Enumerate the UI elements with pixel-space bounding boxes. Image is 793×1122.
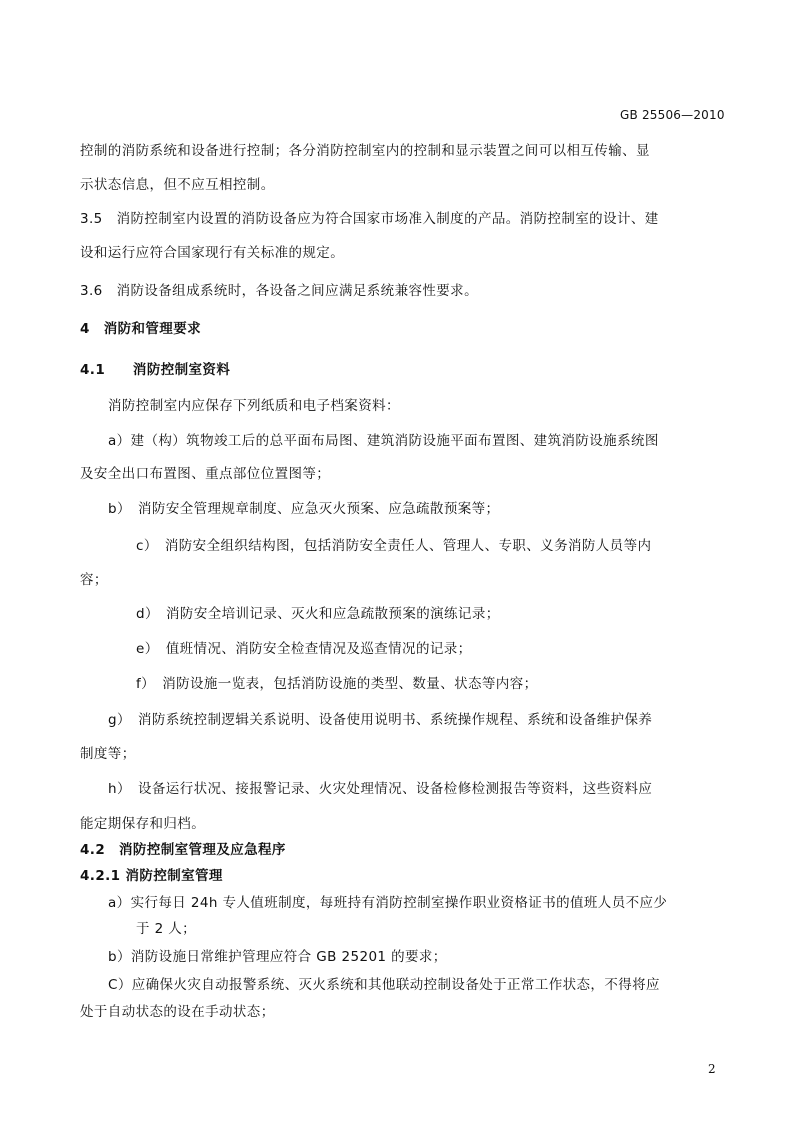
list-item-c: C）应确保火灾自动报警系统、灭火系统和其他联动控制设备处于正常工作状态，不得将应: [108, 977, 660, 993]
section-heading-4-2-1: 4.2.1 消防控制室管理: [80, 868, 223, 884]
list-item-h: h） 设备运行状况、接报警记录、火灾处理情况、设备检修检测报告等资料，这些资料应: [108, 781, 653, 797]
paragraph-line: 能定期保存和归档。: [80, 816, 206, 832]
paragraph-line: 容；: [80, 572, 108, 588]
section-heading-4-2: 4.2 消防控制室管理及应急程序: [80, 842, 286, 858]
list-item-c: c） 消防安全组织结构图，包括消防安全责任人、管理人、专职、义务消防人员等内: [136, 538, 652, 554]
paragraph-line: 消防控制室内应保存下列纸质和电子档案资料：: [108, 398, 400, 414]
clause-3-6: 3.6 消防设备组成系统时，各设备之间应满足系统兼容性要求。: [80, 283, 478, 299]
list-item-e: e） 值班情况、消防安全检查情况及巡查情况的记录；: [136, 641, 472, 657]
section-heading-4-1: 4.1 消防控制室资料: [80, 362, 231, 378]
list-item-f: f） 消防设施一览表，包括消防设施的类型、数量、状态等内容；: [136, 676, 538, 692]
standard-code: GB 25506—2010: [620, 108, 725, 122]
paragraph-line: 示状态信息，但不应互相控制。: [80, 177, 275, 193]
clause-3-5: 3.5 消防控制室内设置的消防设备应为符合国家市场准入制度的产品。消防控制室的设计、建: [80, 211, 659, 227]
list-item-d: d） 消防安全培训记录、灭火和应急疏散预案的演练记录；: [136, 606, 500, 622]
list-item-b: b）消防设施日常维护管理应符合 GB 25201 的要求；: [108, 949, 447, 965]
list-item-g: g） 消防系统控制逻辑关系说明、设备使用说明书、系统操作规程、系统和设备维护保养: [108, 712, 653, 728]
paragraph-line: 处于自动状态的设在手动状态；: [80, 1004, 275, 1020]
paragraph-line: 制度等；: [80, 746, 136, 762]
list-item-b: b） 消防安全管理规章制度、应急灭火预案、应急疏散预案等；: [108, 501, 500, 517]
list-item-a: a）建（构）筑物竣工后的总平面布局图、建筑消防设施平面布置图、建筑消防设施系统图: [108, 433, 659, 449]
list-item-a: a）实行每日 24h 专人值班制度，每班持有消防控制室操作职业资格证书的值班人员不应少: [108, 895, 668, 911]
page-number: 2: [708, 1062, 717, 1076]
paragraph-line: 于 2 人；: [136, 921, 197, 937]
paragraph-line: 设和运行应符合国家现行有关标准的规定。: [80, 245, 345, 261]
paragraph-line: 及安全出口布置图、重点部位位置图等；: [80, 466, 331, 482]
paragraph-line: 控制的消防系统和设备进行控制；各分消防控制室内的控制和显示装置之间可以相互传输、显: [80, 143, 650, 159]
section-heading-4: 4 消防和管理要求: [80, 321, 201, 337]
